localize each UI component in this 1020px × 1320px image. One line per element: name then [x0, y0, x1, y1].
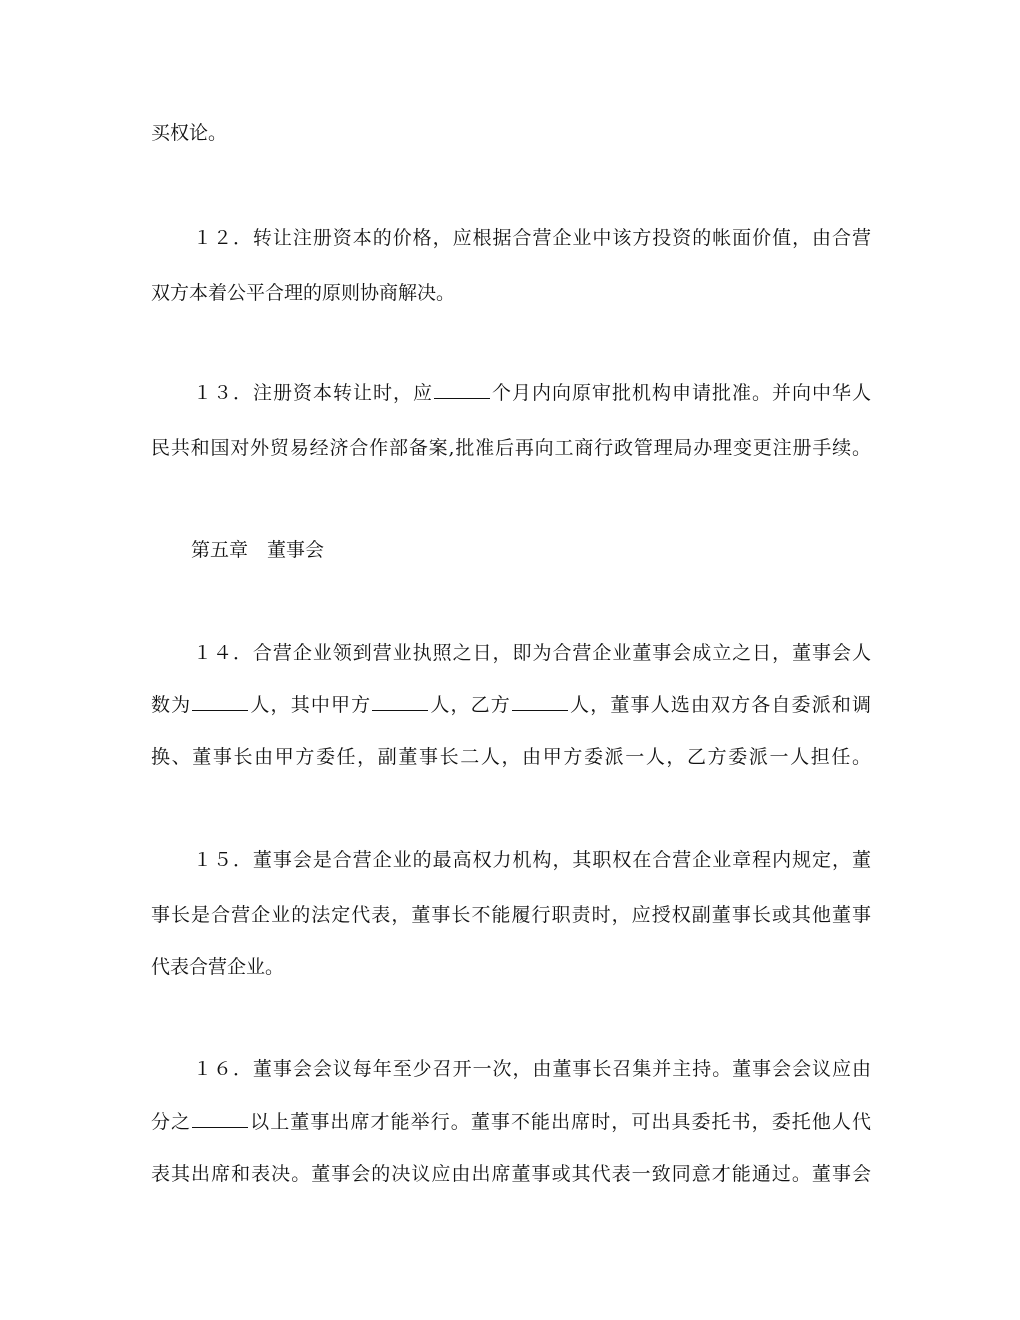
text-segment: 表其出席和表决。董事会的决议应由出席董事或其代表一致同意才能通过。董事会 [151, 1163, 871, 1185]
text-segment: 数为 [151, 694, 192, 716]
fill-in-blank [372, 694, 428, 711]
text-segment: 人，其中甲方 [249, 694, 372, 716]
clause-13-line-1 [193, 381, 871, 405]
text-segment: 买权论。 [151, 122, 228, 144]
clause-15-line-3 [151, 955, 871, 979]
clause-16-line-3 [151, 1162, 871, 1186]
clause-14-line-2 [151, 693, 871, 717]
clause-16-line-1 [193, 1057, 871, 1081]
text-segment: 人，乙方 [429, 694, 511, 716]
fill-in-blank [434, 382, 490, 399]
text-segment: 代表合营企业。 [151, 956, 285, 978]
text-segment: １２．转让注册资本的价格，应根据合营企业中该方投资的帐面价值，由合营 [193, 227, 871, 249]
clause-14-line-3 [151, 745, 871, 769]
text-segment: １４．合营企业领到营业执照之日，即为合营企业董事会成立之日，董事会人 [193, 642, 871, 664]
chapter-title: 第五章 董事会 [191, 539, 325, 561]
fill-in-blank [512, 694, 568, 711]
clause-12-line-1 [193, 226, 871, 250]
fill-in-blank [192, 1111, 248, 1128]
text-segment: 以上董事出席才能举行。董事不能出席时，可出具委托书，委托他人代 [249, 1111, 871, 1133]
text-segment: 民共和国对外贸易经济合作部备案,批准后再向工商行政管理局办理变更注册手续。 [151, 437, 871, 459]
fill-in-blank [192, 694, 248, 711]
clause-15-line-2 [151, 903, 871, 927]
clause-16-line-2 [151, 1110, 871, 1134]
chapter-heading [191, 538, 911, 562]
clause-14-line-1 [193, 641, 871, 665]
text-segment: 个月内向原审批机构申请批准。并向中华人 [491, 382, 871, 404]
clause-12-line-2 [151, 281, 871, 305]
text-segment: 人，董事人选由双方各自委派和调 [568, 694, 871, 716]
text-segment: 双方本着公平合理的原则协商解决。 [151, 282, 456, 304]
clause-13-line-2 [151, 436, 871, 460]
text-segment: 换、董事长由甲方委任，副董事长二人，由甲方委派一人，乙方委派一人担任。 [151, 746, 871, 768]
text-segment: 事长是合营企业的法定代表，董事长不能履行职责时，应授权副董事长或其他董事 [151, 904, 871, 926]
text-line [151, 121, 871, 145]
text-segment: １６．董事会会议每年至少召开一次，由董事长召集并主持。董事会会议应由 [193, 1058, 871, 1080]
clause-15-line-1 [193, 848, 871, 872]
text-segment: 分之 [151, 1111, 192, 1133]
text-segment: １５．董事会是合营企业的最高权力机构，其职权在合营企业章程内规定，董 [193, 849, 871, 871]
text-segment: １３．注册资本转让时，应 [193, 382, 433, 404]
